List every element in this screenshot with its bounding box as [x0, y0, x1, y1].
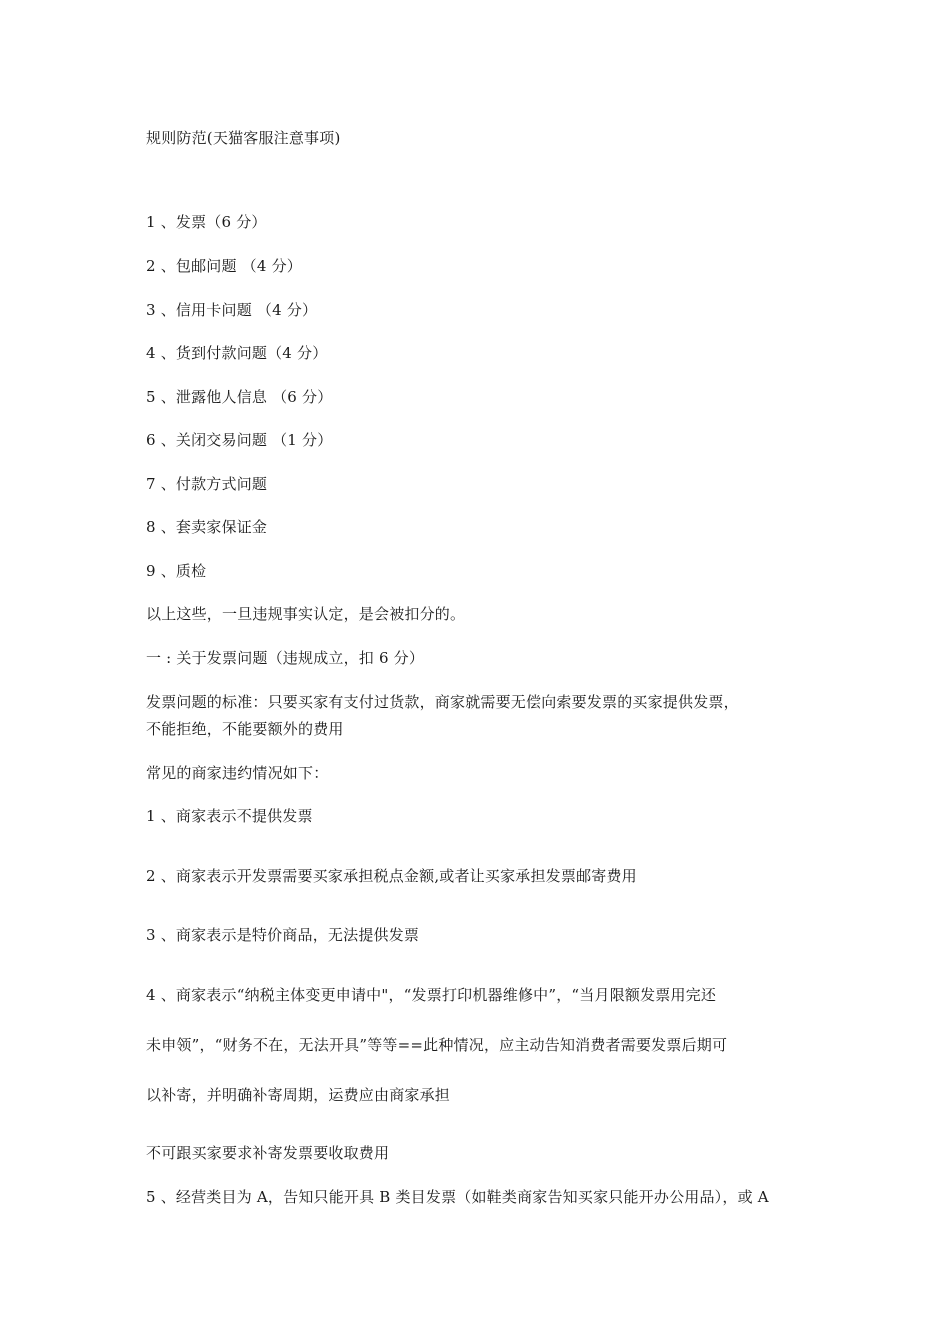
case-item-continued: 未申领”，“财务不在，无法开具”等等==此种情况，应主动告知消费者需要发票后期可	[146, 1036, 728, 1054]
standard-paragraph-line	[146, 719, 344, 739]
case-item: 3 、商家表示是特价商品，无法提供发票	[146, 926, 420, 944]
document-title: 规则防范(天猫客服注意事项)	[146, 129, 341, 147]
note-paragraph: 不可跟买家要求补寄发票要收取费用	[146, 1144, 390, 1162]
list-item: 3 、信用卡问题 （4 分）	[146, 301, 318, 319]
summary-paragraph: 以上这些，一旦违规事实认定，是会被扣分的。	[146, 605, 466, 623]
standard-paragraph-line: 发票问题的标准：只要买家有支付过货款，商家就需要无偿向索要发票的买家提供发票，	[146, 693, 739, 711]
case-item: 2 、商家表示开发票需要买家承担税点金额,或者让买家承担发票邮寄费用	[146, 867, 637, 885]
list-item: 4 、货到付款问题（4 分）	[146, 344, 328, 362]
common-cases-heading: 常见的商家违约情况如下：	[146, 764, 329, 782]
case-item-continued	[146, 1085, 450, 1105]
case-item-text: 以补寄，并明确补寄周期，运费应由商家承担	[146, 1086, 451, 1104]
list-item: 5 、泄露他人信息 （6 分）	[146, 388, 333, 406]
case-item: 1 、商家表示不提供发票	[146, 807, 313, 825]
case-item: 5 、经营类目为 A，告知只能开具 B 类目发票（如鞋类商家告知买家只能开办公用品），或 A	[146, 1188, 769, 1206]
list-item: 7 、付款方式问题	[146, 475, 268, 493]
list-item: 8 、套卖家保证金	[146, 518, 268, 536]
list-item: 6 、关闭交易问题 （1 分）	[146, 431, 333, 449]
section-heading: 一 : 关于发票问题（违规成立，扣 6 分）	[146, 649, 425, 667]
list-item: 9 、质检	[146, 562, 207, 580]
list-item: 1 、发票（6 分）	[146, 213, 267, 231]
list-item: 2 、包邮问题 （4 分）	[146, 257, 302, 275]
case-item: 4 、商家表示“纳税主体变更申请中"，“发票打印机器维修中”，“当月限额发票用完还	[146, 986, 717, 1004]
standard-paragraph-text: 不能拒绝，不能要额外的费用	[146, 720, 344, 738]
